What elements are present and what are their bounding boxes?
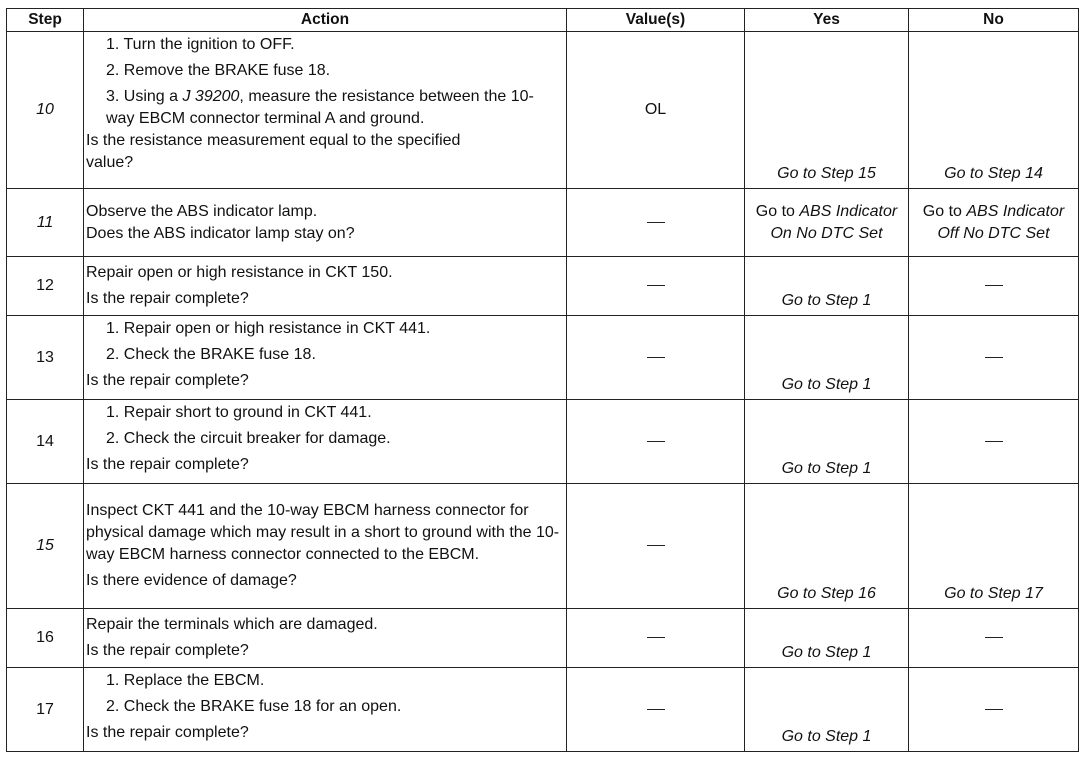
table-row (7, 316, 1079, 400)
yes-link[interactable]: Go to Step 15 (777, 165, 876, 182)
header-yes: Yes (745, 9, 909, 32)
value-dash (647, 637, 665, 638)
diagnostic-table (6, 8, 1079, 752)
step-number: 16 (7, 609, 84, 668)
action-step: 1. Turn the ignition to OFF. (106, 36, 295, 53)
action-question: Is the repair complete? (86, 372, 249, 389)
step-number: 11 (7, 189, 84, 257)
step-number: 10 (7, 32, 84, 189)
action-step: 2. Remove the BRAKE fuse 18. (106, 62, 331, 79)
yes-cell (745, 400, 909, 484)
action-question: Is the repair complete? (86, 724, 249, 741)
action-cell (84, 609, 567, 668)
yes-cell (745, 484, 909, 609)
no-cell (909, 484, 1079, 609)
no-cell (909, 316, 1079, 400)
action-question: Is the repair complete? (86, 642, 249, 659)
no-dash (985, 285, 1003, 286)
step-number: 14 (7, 400, 84, 484)
yes-link[interactable]: Go to Step 1 (781, 644, 872, 661)
header-row (7, 9, 1079, 32)
action-cell (84, 189, 567, 257)
header-step: Step (7, 9, 84, 32)
step-number: 17 (7, 668, 84, 752)
action-text: Repair open or high resistance in CKT 150. (86, 264, 393, 281)
yes-cell[interactable] (745, 189, 909, 257)
action-question: Is there evidence of damage? (86, 572, 297, 589)
table-row (7, 484, 1079, 609)
action-question: Is the repair complete? (86, 456, 249, 473)
value-dash (647, 545, 665, 546)
step-number: 12 (7, 257, 84, 316)
value-dash (647, 222, 665, 223)
header-values: Value(s) (567, 9, 745, 32)
table-row (7, 609, 1079, 668)
yes-link[interactable]: Go to Step 1 (781, 460, 872, 477)
action-cell (84, 400, 567, 484)
header-no: No (909, 9, 1079, 32)
value-dash (647, 441, 665, 442)
table-row (7, 668, 1079, 752)
table-row (7, 189, 1079, 257)
value-dash (647, 285, 665, 286)
value-cell (567, 484, 745, 609)
action-cell (84, 668, 567, 752)
action-text: Observe the ABS indicator lamp. (86, 202, 318, 220)
yes-link[interactable]: Go to Step 16 (777, 585, 876, 602)
value-dash (647, 357, 665, 358)
no-cell (909, 609, 1079, 668)
yes-cell (745, 668, 909, 752)
table-row (7, 257, 1079, 316)
yes-cell (745, 32, 909, 189)
value-cell (567, 609, 745, 668)
action-step: 1. Replace the EBCM. (106, 672, 265, 689)
yes-link[interactable]: Go to Step 1 (781, 728, 872, 745)
action-step: 3. Using a J 39200, measure the resistance between the 10-way EBCM connector terminal A and ground. (106, 88, 534, 127)
action-step: 1. Repair short to ground in CKT 441. (106, 404, 372, 421)
no-dash (985, 637, 1003, 638)
action-cell (84, 316, 567, 400)
header-action: Action (84, 9, 567, 32)
yes-cell (745, 316, 909, 400)
yes-link[interactable]: ABS Indicator On No DTC Set (770, 202, 898, 242)
value-cell (567, 316, 745, 400)
no-link[interactable]: ABS Indicator Off No DTC Set (937, 202, 1065, 242)
no-link[interactable]: Go to Step 14 (944, 165, 1043, 182)
no-link[interactable]: Go to Step 17 (944, 585, 1043, 602)
step-number: 13 (7, 316, 84, 400)
action-step: 2. Check the BRAKE fuse 18 for an open. (106, 698, 402, 715)
yes-link[interactable]: Go to Step 1 (781, 376, 872, 393)
action-cell (84, 257, 567, 316)
value-cell (567, 189, 745, 257)
action-text: Inspect CKT 441 and the 10-way EBCM harness connector for physical damage which may result in a short to ground with the 10-way EBCM harness connector connected to the EBCM. (86, 502, 560, 563)
no-prefix: Go to (922, 202, 962, 220)
action-cell (84, 32, 567, 189)
no-dash (985, 709, 1003, 710)
value-cell (567, 400, 745, 484)
yes-prefix: Go to (755, 202, 795, 220)
no-cell (909, 257, 1079, 316)
action-step: 1. Repair open or high resistance in CKT 441. (106, 320, 431, 337)
value-cell (567, 257, 745, 316)
no-cell (909, 32, 1079, 189)
action-step: 2. Check the circuit breaker for damage. (106, 430, 391, 447)
table-row (7, 32, 1079, 189)
step-number: 15 (7, 484, 84, 609)
action-step: 2. Check the BRAKE fuse 18. (106, 346, 316, 363)
tool-reference: J 39200 (182, 88, 240, 105)
action-cell (84, 484, 567, 609)
no-cell[interactable] (909, 189, 1079, 257)
value-cell: OL (567, 32, 745, 189)
no-dash (985, 357, 1003, 358)
no-dash (985, 441, 1003, 442)
table-row (7, 400, 1079, 484)
action-question: Is the resistance measurement equal to the specified value? (86, 132, 461, 171)
no-cell (909, 668, 1079, 752)
no-cell (909, 400, 1079, 484)
value-dash (647, 709, 665, 710)
action-question: Does the ABS indicator lamp stay on? (86, 224, 355, 242)
yes-link[interactable]: Go to Step 1 (781, 292, 872, 309)
yes-cell (745, 257, 909, 316)
action-question: Is the repair complete? (86, 290, 249, 307)
action-text: Repair the terminals which are damaged. (86, 616, 378, 633)
yes-cell (745, 609, 909, 668)
value-cell (567, 668, 745, 752)
